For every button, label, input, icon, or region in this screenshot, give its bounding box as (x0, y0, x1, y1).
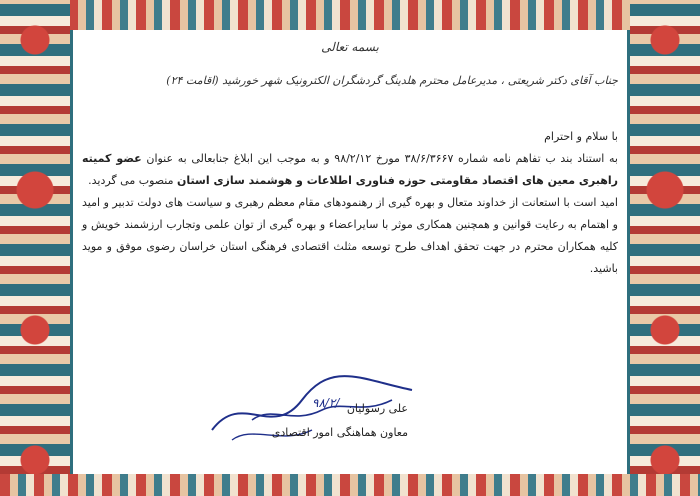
letter-body (82, 126, 618, 280)
appointment-role: عضو کمیته راهبری معین های اقتصاد مقاومتی حوزه فناوری اطلاعات و هوشمند سازی استان (82, 152, 618, 187)
signer-title: معاون هماهنگی امور اقتصادی (271, 426, 408, 439)
bismillah-heading: بسمه تعالی (321, 40, 379, 54)
appointment-text-2: منصوب می گردید. (88, 174, 174, 187)
ornamental-border-bottom (0, 474, 700, 496)
ornamental-border-left (0, 0, 70, 496)
closing-paragraph: امید است با استعانت از خداوند متعال و بهره گیری از رهنمودهای مقام معظم رهبری و سیاست های دولت تدبیر و امید و اهتمام به رعایت قوانین و همچنین همکاری موثر با سایراعضاء و بهره گیری از توان علمی وتجارب ارزشمند خویش و کلیه همکاران محترم در جهت تحقق اهداف طرح توسعه مثلث اقتصادی فرهنگی استان خراسان رضوی موفق و موید باشید. (82, 196, 618, 275)
signer-name: علی رسولیان (346, 402, 408, 415)
ornamental-border-right (630, 0, 700, 496)
letter-content (82, 30, 618, 470)
appointment-paragraph (82, 148, 618, 192)
addressee-line: جناب آقای دکتر شریعتی ، مدیرعامل محترم هلدینگ گردشگران الکترونیک شهر خورشید (اقامت ۲۴) (166, 74, 618, 87)
greeting: با سلام و احترام (544, 130, 618, 143)
appointment-text-1: به استناد بند ب تفاهم نامه شماره ۳۸/۶/۳۶۶۷ مورخ ۹۸/۲/۱۲ و به موجب این ابلاغ جنابعالی به عنوان (146, 152, 618, 165)
ornamental-border-top (0, 0, 700, 30)
signature-date: ۹۸/۲/ (312, 396, 340, 410)
